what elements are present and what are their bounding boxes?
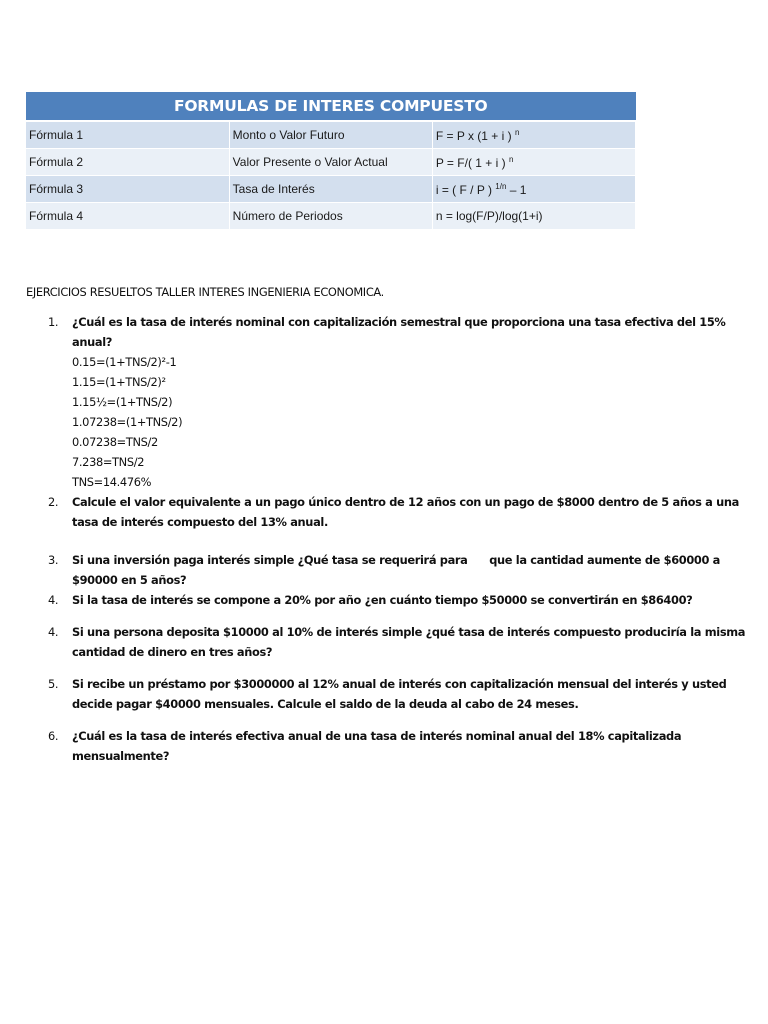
formula-expression: F = P x (1 + i ) $^n$ [432, 121, 635, 149]
formula-description: Valor Presente o Valor Actual [229, 149, 432, 176]
formula-label: Fórmula 4 [26, 203, 229, 230]
exercise-number: 1. [48, 315, 59, 329]
solution-step: 1.07238=(1+TNS/2) [72, 415, 183, 429]
exercise-question: Calcule el valor equivalente a un pago único dentro de 12 años con un pago de $8000 dentro de 5 años a una tasa de interés compuesto del 13% anual. [72, 495, 739, 529]
formula-label: Fórmula 2 [26, 149, 229, 176]
formula-description: Monto o Valor Futuro [229, 121, 432, 149]
formula-row [26, 149, 636, 176]
solution-steps [72, 352, 761, 492]
formula-description: Tasa de Interés [229, 176, 432, 203]
exercise-item [26, 674, 761, 714]
formula-label: Fórmula 1 [26, 121, 229, 149]
solution-step: 7.238=TNS/2 [72, 455, 145, 469]
exercise-question: ¿Cuál es la tasa de interés nominal con capitalización semestral que proporciona una tasa efectiva del 15% anual? [72, 315, 726, 349]
exercise-question: Si una inversión paga interés simple ¿Qué tasa se requerirá para que la cantidad aumente de $60000 a $90000 en 5 años? [72, 553, 724, 587]
exercise-number: 2. [48, 495, 59, 509]
formula-table-title: FORMULAS DE INTERES COMPUESTO [26, 92, 636, 121]
document-heading: EJERCICIOS RESUELTOS TALLER INTERES INGENIERIA ECONOMICA. [26, 285, 384, 299]
exercise-item [26, 312, 761, 492]
solution-step: TNS=14.476% [72, 475, 152, 489]
exercise-question: Si una persona deposita $10000 al 10% de interés simple ¿qué tasa de interés compuesto produciría la misma cantidad de dinero en tres años? [72, 625, 746, 659]
exercise-number: 3. [48, 553, 59, 567]
formula-table [26, 92, 636, 230]
exercise-number: 5. [48, 677, 59, 691]
exercise-item [26, 622, 761, 662]
formula-label: Fórmula 3 [26, 176, 229, 203]
formula-row [26, 121, 636, 149]
exercise-item [26, 726, 761, 766]
formula-description: Número de Periodos [229, 203, 432, 230]
exercise-item [26, 492, 761, 532]
exercise-number: 6. [48, 729, 59, 743]
formula-expression: i = ( F / P ) $^{1/n}$ – 1 [432, 176, 635, 203]
solution-step: 1.15=(1+TNS/2)² [72, 375, 166, 389]
exercise-question: Si recibe un préstamo por $3000000 al 12% anual de interés con capitalización mensual del interés y usted decide pagar $40000 mensuales. Calcule el saldo de la deuda al cabo de 24 meses. [72, 677, 727, 711]
exercise-number: 4. [48, 625, 59, 639]
formula-expression: P = F/( 1 + i ) $^n$ [432, 149, 635, 176]
formula-expression: n = log(F/P)/log(1+i) [432, 203, 635, 230]
solution-step: 1.15½=(1+TNS/2) [72, 395, 173, 409]
exercise-item [26, 550, 761, 590]
formula-row [26, 203, 636, 230]
exercise-number: 4. [48, 593, 59, 607]
exercise-document [26, 282, 761, 766]
exercise-question: ¿Cuál es la tasa de interés efectiva anual de una tasa de interés nominal anual del 18% capitalizada mensualmente? [72, 729, 682, 763]
solution-step: 0.15=(1+TNS/2)²-1 [72, 355, 177, 369]
formula-row [26, 176, 636, 203]
solution-step: 0.07238=TNS/2 [72, 435, 158, 449]
exercise-question: Si la tasa de interés se compone a 20% por año ¿en cuánto tiempo $50000 se convertirán en $86400? [72, 593, 693, 607]
exercise-item [26, 590, 761, 610]
